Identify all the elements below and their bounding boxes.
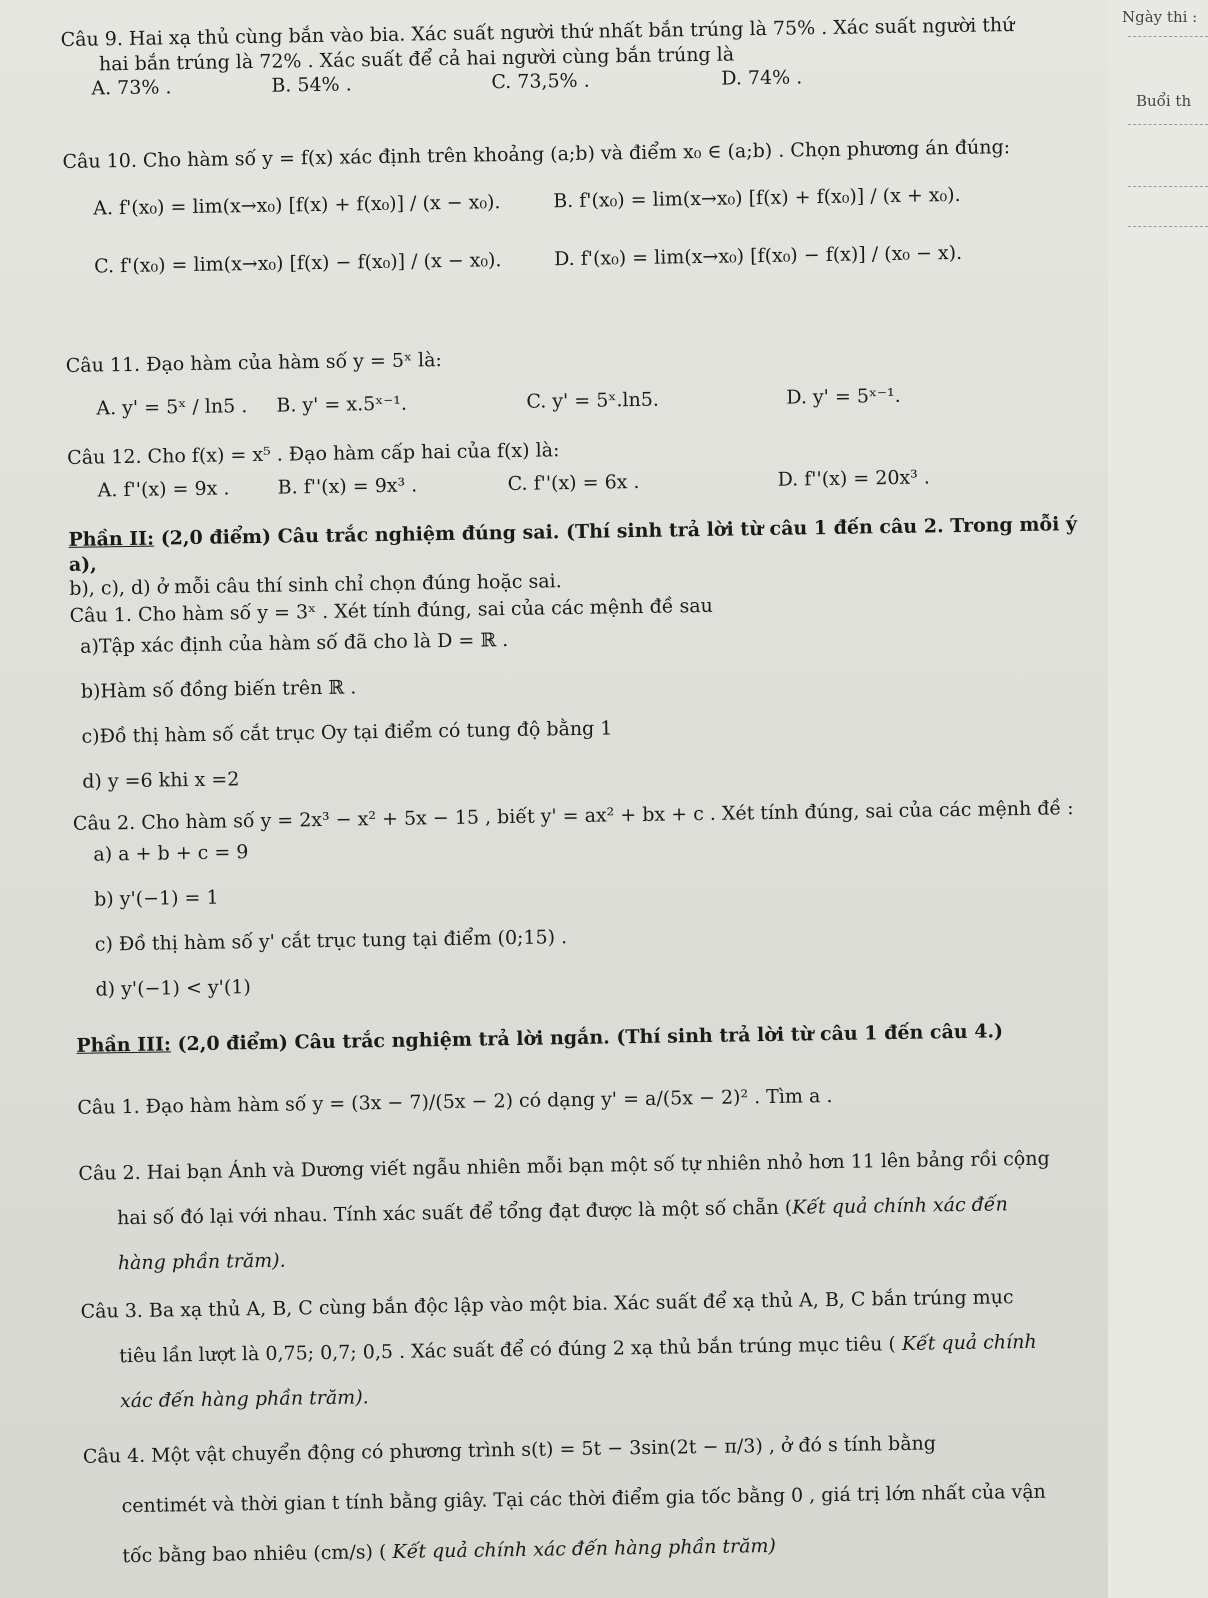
question-10-text: Câu 10. Cho hàm số y = f(x) xác định trên khoảng (a;b) và điểm x₀ ∈ (a;b) . Chọn phương án đúng: [62,136,1011,173]
q10-option-c: C. f'(x₀) = lim(x→x₀) [f(x) − f(x₀)] / (x − x₀). [94,249,502,278]
divider [1128,186,1208,187]
q9-option-d: D. 74% . [721,66,803,90]
part-3-heading [76,1019,1003,1058]
part2-question-1 [69,594,715,805]
part2-q1-item-a: a)Tập xác định của hàm số đã cho là D = ℝ . [79,628,509,658]
part3-q4-line-2: centimét và thời gian t tính bằng giây. Tại các thời điểm gia tốc bằng 0 , giá trị lớn nhất của vận [121,1480,1046,1518]
question-9 [60,13,1015,102]
part3-q2-note: Kết quả chính xác đến [792,1193,1008,1219]
part2-q2-item-a: a) a + b + c = 9 [93,840,249,866]
part-2-instructions: b), c), d) ở mỗi câu thí sinh chỉ chọn đúng hoặc sai. [69,570,562,601]
part3-question-2 [78,1137,1051,1287]
date-label: Ngày thi : [1122,8,1198,26]
question-9-text-2: hai bắn trúng là 72% . Xác suất để cả hai người cùng bắn trúng là [98,43,735,76]
part-3-title: Phần III: [76,1033,172,1057]
q11-option-c: C. y' = 5ˣ.ln5. [526,388,660,413]
q12-option-d: D. f''(x) = 20x³ . [777,466,931,491]
q12-option-b: B. f''(x) = 9x³ . [277,474,418,499]
part3-q3-line-2: tiêu lần lượt là 0,75; 0,7; 0,5 . Xác suất để có đúng 2 xạ thủ bắn trúng mục tiêu ( [119,1332,903,1368]
divider [1128,124,1208,125]
part3-q2-line-2: hai số đó lại với nhau. Tính xác suất để tổng đạt được là một số chẵn ( [116,1196,793,1230]
part2-q1-item-d: d) y =6 khi x =2 [82,767,240,793]
q10-option-d: D. f'(x₀) = lim(x→x₀) [f(x₀) − f(x)] / (x₀ − x). [553,242,963,271]
q9-option-c: C. 73,5% . [491,70,590,94]
q12-option-c: C. f''(x) = 6x . [507,470,640,495]
part3-q2-line-3: hàng phần trăm). [117,1249,286,1275]
question-9-text: Câu 9. Hai xạ thủ cùng bắn vào bia. Xác suất người thứ nhất bắn trúng là 75% . Xác suất người thứ [60,14,1015,51]
part2-q1-item-c: c)Đồ thị hàm số cắt trục Oy tại điểm có tung độ bằng 1 [81,717,613,748]
q11-option-d: D. y' = 5ˣ⁻¹. [786,384,901,409]
q12-option-a: A. f''(x) = 9x . [97,477,230,502]
question-12 [67,432,930,503]
part2-question-2 [73,796,1077,1012]
part3-question-1: Câu 1. Đạo hàm hàm số y = (3x − 7)/(5x − 2) có dạng y' = a/(5x − 2)² . Tìm a . [77,1085,833,1119]
q9-option-b: B. 54% . [271,73,352,98]
part2-q2-item-b: b) y'(−1) = 1 [93,886,219,911]
q11-option-a: A. y' = 5ˣ / ln5 . [96,394,248,420]
part3-q2-line-1: Câu 2. Hai bạn Ánh và Dương viết ngẫu nhiên mỗi bạn một số tự nhiên nhỏ hơn 11 lên bảng rồi cộng [78,1147,1050,1185]
q9-option-a: A. 73% . [91,76,172,100]
divider [1128,36,1208,37]
q11-option-b: B. y' = x.5ˣ⁻¹. [276,392,408,417]
q10-option-b: B. f'(x₀) = lim(x→x₀) [f(x) + f(x₀)] / (x + x₀). [553,183,961,212]
part3-q3-note: Kết quả chính [901,1330,1037,1355]
question-11-text: Câu 11. Đạo hàm của hàm số y = 5ˣ là: [65,349,443,377]
part3-q4-line-1: Câu 4. Một vật chuyển động có phương trình s(t) = 5t − 3sin(2t − π/3) , ở đó s tính bằng [82,1432,937,1468]
exam-sheet [60,0,1125,1598]
part-3-title-rest: (2,0 điểm) Câu trắc nghiệm trả lời ngắn. (Thí sinh trả lời từ câu 1 đến câu 4.) [170,1020,1004,1056]
question-11 [66,341,901,421]
part2-q2-item-c: c) Đồ thị hàm số y' cắt trục tung tại điểm (0;15) . [94,925,568,956]
session-label: Buổi th [1136,92,1192,110]
part3-q3-line-1: Câu 3. Ba xạ thủ A, B, C cùng bắn độc lập vào một bia. Xác suất để xạ thủ A, B, C bắn trúng mục [80,1286,1014,1323]
part3-question-3 [80,1275,1037,1425]
part2-q2-text: Câu 2. Cho hàm số y = 2x³ − x² + 5x − 15 , biết y' = ax² + bx + c . Xét tính đúng, sai của các mệnh đề : [72,797,1074,835]
q10-option-a: A. f'(x₀) = lim(x→x₀) [f(x) + f(x₀)] / (x − x₀). [93,190,501,220]
question-12-text: Câu 12. Cho f(x) = x⁵ . Đạo hàm cấp hai của f(x) là: [67,439,560,469]
part3-q4-note: Kết quả chính xác đến hàng phần trăm) [392,1534,777,1563]
part-2-title: Phần II: [68,527,155,551]
question-10 [62,135,1012,280]
part2-q1-text: Câu 1. Cho hàm số y = 3ˣ . Xét tính đúng, sai của các mệnh đề sau [69,594,713,627]
part-2-title-rest: (2,0 điểm) Câu trắc nghiệm đúng sai. (Thí sinh trả lời từ câu 1 đến câu 2. Trong mỗi ý a), [68,513,1078,576]
part2-q2-item-d: d) y'(−1) < y'(1) [95,975,251,1001]
part-2-heading [68,512,1109,602]
right-margin [1108,0,1208,1598]
part3-q4-line-3: tốc bằng bao nhiêu (cm/s) ( [122,1540,393,1568]
part3-question-4 [82,1417,1047,1582]
part3-q3-line-3: xác đến hàng phần trăm). [119,1386,369,1413]
divider [1128,226,1208,227]
part2-q1-item-b: b)Hàm số đồng biến trên ℝ . [80,676,357,703]
